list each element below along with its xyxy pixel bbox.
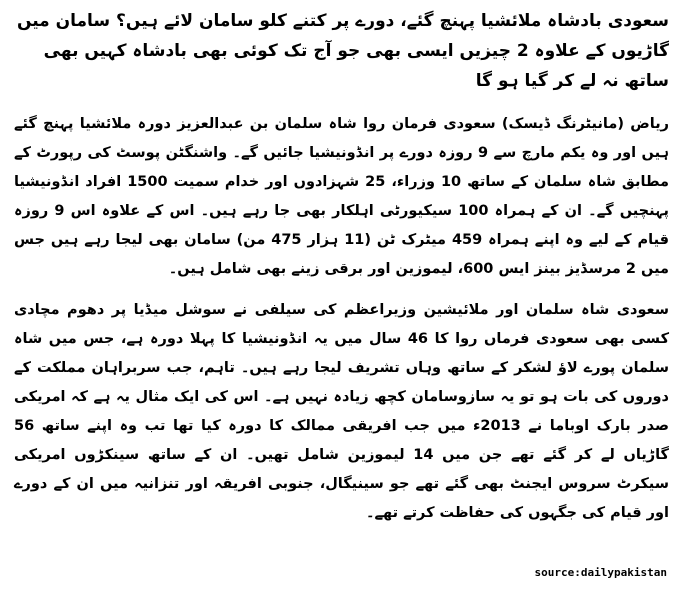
article-paragraph-1: ریاض (مانیٹرنگ ڈیسک) سعودی فرمان روا شاہ سلمان بن عبدالعزیز دورہ ملائشیا پہنچ گئے ہیں اور وہ یکم مارچ سے 9 روزہ دورے پر انڈونیشیا جائیں گے۔ واشنگٹن پوسٹ کی رپورٹ کے مطابق شاہ سلمان کے ساتھ 10 وزراء، 25 شہزادوں اور خدام سمیت 1500 افراد انڈونیشیا پہنچیں گے۔ ان کے ہمراہ 100 سیکیورٹی اہلکار بھی جا رہے ہیں۔ اس کے علاوہ اس 9 روزہ قیام کے لیے وہ اپنے ہمراہ 459 میٹرک ٹن (11 ہزار 475 من) سامان بھی لیجا رہے ہیں جس میں 2 مرسڈیز بینز ایس 600، لیموزین اور برقی زینے بھی شامل ہیں۔ [14, 116, 670, 277]
source-credit: source:dailypakistan [534, 566, 667, 579]
article-headline: سعودی بادشاہ ملائشیا پہنچ گئے، دورے پر کتنے کلو سامان لائے ہیں؟ سامان میں گاڑیوں کے علاوہ 2 چیزیں ایسی بھی جو آج تک کوئی بھی بادشاہ کہیں بھی ساتھ نہ لے کر گیا ہو گا [16, 11, 669, 91]
article-paragraph-2: سعودی شاہ سلمان اور ملائیشین وزیراعظم کی سیلفی نے سوشل میڈیا پر دھوم مچادی کسی بھی سعودی فرماں روا کا 46 سال میں یہ انڈونیشیا کا پہلا دورہ ہے، جس میں شاہ سلمان پورے لاؤ لشکر کے ساتھ وہاں تشریف لیجا رہے ہیں۔ تاہم، جب سربراہان مملکت کے دوروں کی بات ہو تو یہ سازوسامان کچھ زیادہ نہیں ہے۔ اس کی ایک مثال یہ ہے کہ امریکی صدر بارک اوباما نے 2013ء میں جب افریقی ممالک کا دورہ کیا تھا تب وہ اپنے ساتھ 56 گاڑیاں لے کر گئے تھے جن میں 14 لیموزین شامل تھیں۔ ان کے ساتھ سینکڑوں امریکی سیکرٹ سروس ایجنٹ بھی گئے تھے جو سینیگال، جنوبی افریقہ اور تنزانیہ میں ان کے دورے اور قیام کی جگہوں کی حفاظت کرتے تھے۔ [14, 302, 669, 521]
